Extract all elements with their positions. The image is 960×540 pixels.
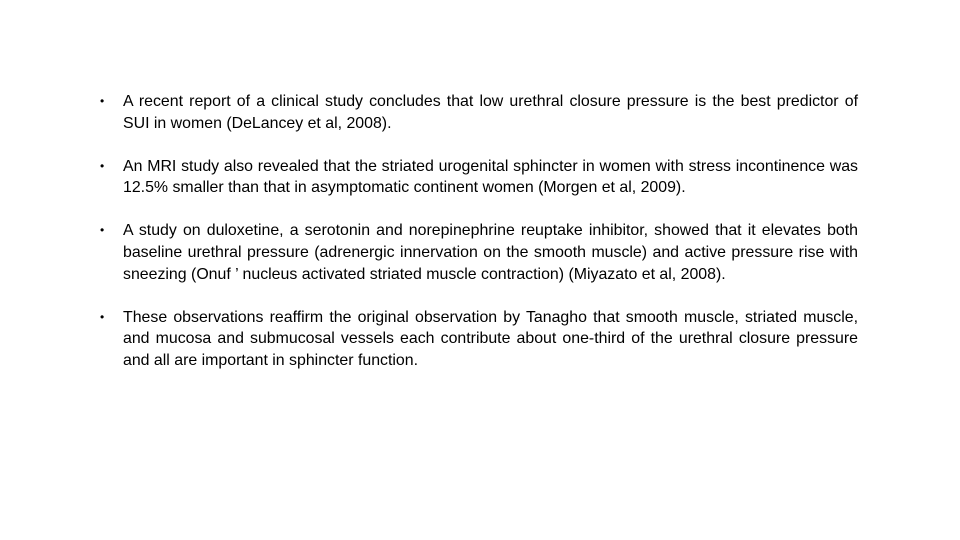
bullet-item [97,307,858,372]
bullet-text: An MRI study also revealed that the striated urogenital sphincter in women with stress incontinence was 12.5% smaller than that in asymptomatic continent women (Morgen et al, 2009). [123,157,858,197]
bullet-text: These observations reaffirm the original observation by Tanagho that smooth muscle, striated muscle, and mucosa and submucosal vessels each contribute about one-third of the urethral closure pressure and all are important in sphincter function. [123,308,858,370]
bullet-item [97,91,858,135]
bullet-item [97,156,858,200]
bullet-text: A recent report of a clinical study concludes that low urethral closure pressure is the best predictor of SUI in women (DeLancey et al, 2008). [123,93,858,132]
bullet-marker: • [100,223,105,238]
bullet-item [97,220,858,285]
bullet-marker: • [100,94,105,108]
bullet-marker: • [100,309,105,324]
bullet-marker: • [100,158,105,173]
bullet-list [97,91,858,372]
bullet-text: A study on duloxetine, a serotonin and norepinephrine reuptake inhibitor, showed that it elevates both baseline urethral pressure (adrenergic innervation on the smooth muscle) and active pressure rise with sneezing (Onuf ’ nucleus activated striated muscle contraction) (Miyazato et al, 2008). [123,222,858,283]
